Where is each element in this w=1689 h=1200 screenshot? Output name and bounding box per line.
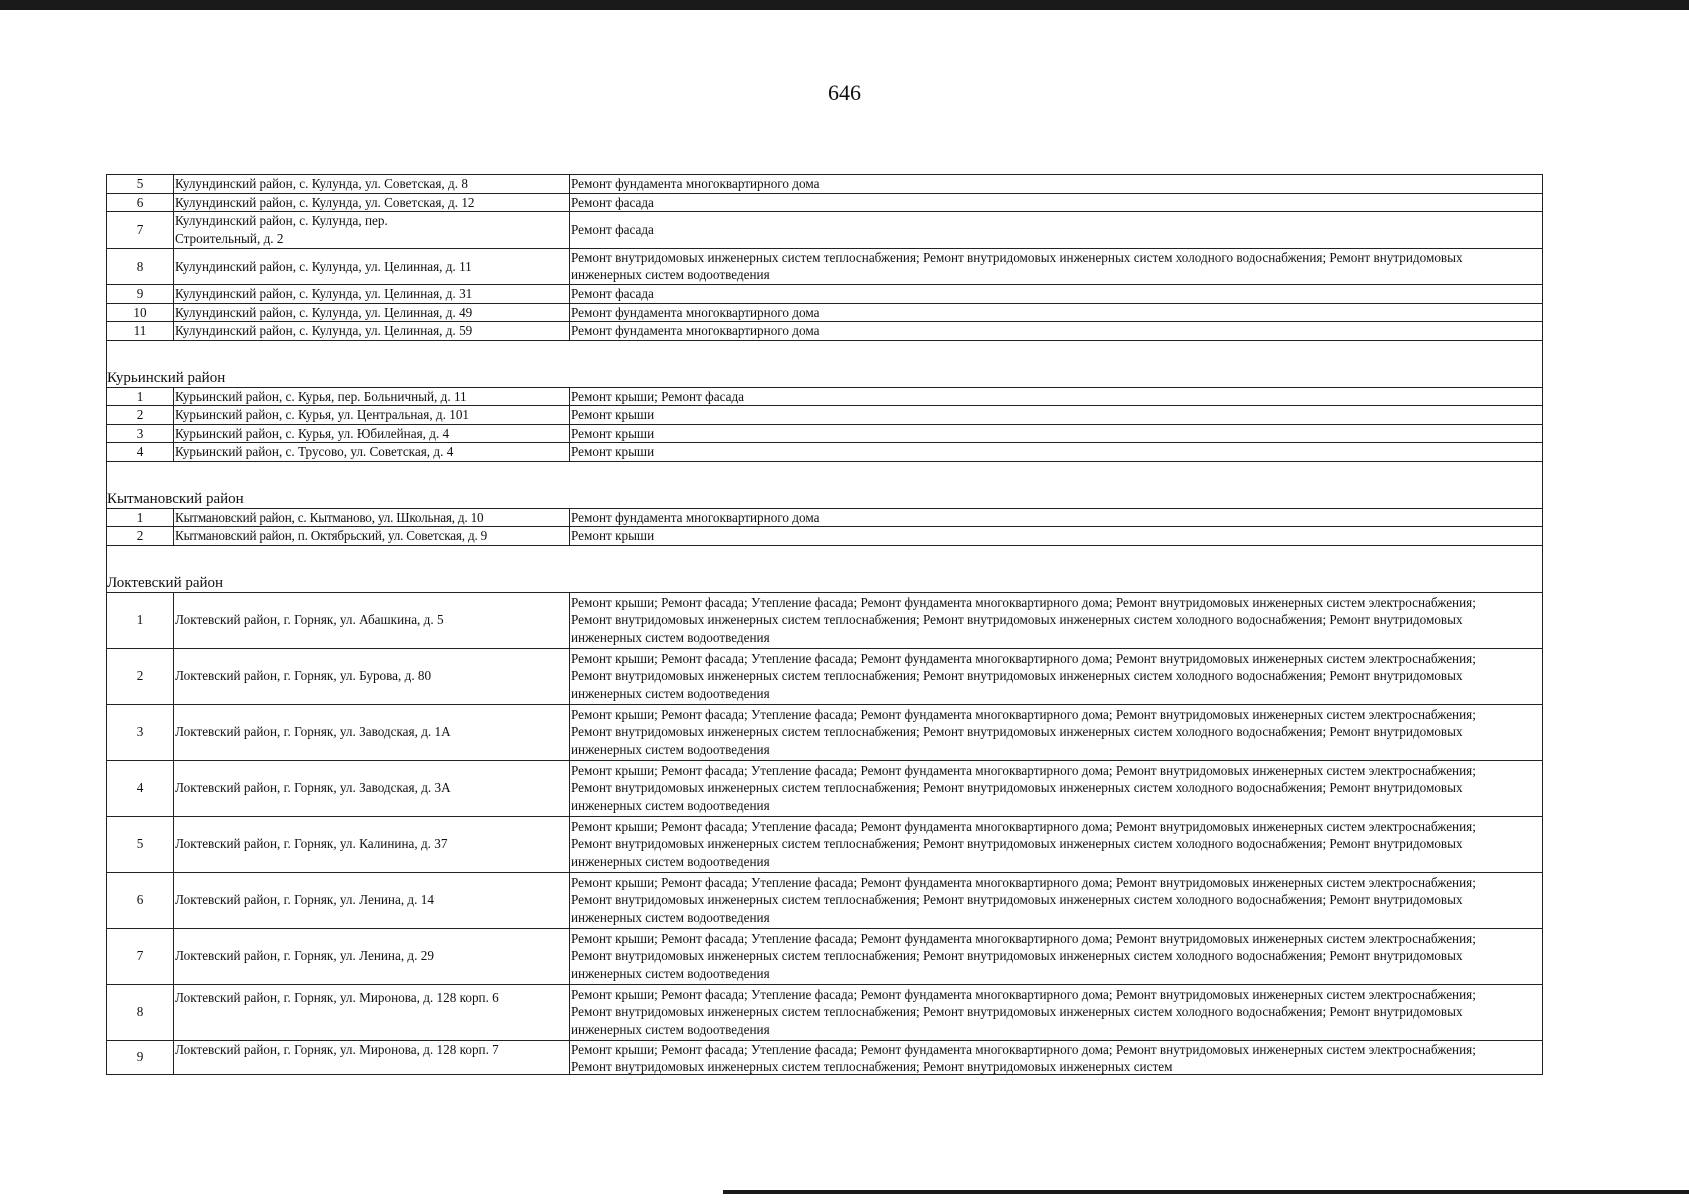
row-address: Кулундинский район, с. Кулунда, ул. Советская, д. 12	[174, 194, 570, 212]
row-works: Ремонт крыши; Ремонт фасада; Утепление фасада; Ремонт фундамента многоквартирного дома; Ремонт внутридомовых инженерных систем электроснабжения; Ремонт внутридомовых инженерных систем теплоснабжения; Ремонт внутридомовых инженерных систем	[571, 1041, 1476, 1074]
row-number: 5	[107, 817, 174, 872]
row-works: Ремонт крыши; Ремонт фасада; Утепление фасада; Ремонт фундамента многоквартирного дома; Ремонт внутридомовых инженерных систем электроснабжения; Ремонт внутридомовых инженерных систем теплоснабжения; Ремонт внутридомовых инженерных систем холодного водоснабжения; Ремонт внутридомовых инженерных систем водоотведения	[571, 930, 1476, 981]
row-number: 8	[107, 985, 174, 1040]
row-address: Локтевский район, г. Горняк, ул. Миронова, д. 128 корп. 6	[174, 985, 570, 1040]
row-address: Локтевский район, г. Горняк, ул. Заводская, д. 1А	[174, 705, 570, 760]
row-number: 2	[107, 527, 174, 545]
row-address: Кулундинский район, с. Кулунда, ул. Советская, д. 8	[174, 175, 570, 193]
scan-top-edge	[0, 0, 1689, 10]
row-address: Локтевский район, г. Горняк, ул. Ленина, д. 14	[174, 873, 570, 928]
page-number: 646	[828, 80, 861, 105]
row-number: 1	[107, 509, 174, 527]
row-address: Локтевский район, г. Горняк, ул. Бурова, д. 80	[174, 649, 570, 704]
row-address: Кытмановский район, п. Октябрьский, ул. Советская, д. 9	[174, 527, 570, 545]
row-number: 6	[107, 194, 174, 212]
row-works: Ремонт крыши; Ремонт фасада	[571, 388, 745, 404]
row-address: Кулундинский район, с. Кулунда, ул. Целинная, д. 31	[174, 285, 570, 303]
table-row	[107, 322, 1542, 341]
row-address: Кулундинский район, с. Кулунда, пер. Строительный, д. 2	[174, 212, 570, 248]
row-works: Ремонт фасада	[571, 222, 654, 237]
table-row	[107, 527, 1542, 546]
row-number: 2	[107, 406, 174, 424]
row-works: Ремонт внутридомовых инженерных систем теплоснабжения; Ремонт внутридомовых инженерных систем холодного водоснабжения; Ремонт внутридомовых инженерных систем водоотведения	[571, 249, 1463, 283]
row-works: Ремонт фундамента многоквартирного дома	[571, 509, 820, 525]
table-row	[107, 649, 1542, 705]
table-row	[107, 1041, 1542, 1074]
row-address: Кулундинский район, с. Кулунда, ул. Целинная, д. 49	[174, 304, 570, 322]
row-number: 4	[107, 443, 174, 461]
table-row	[107, 406, 1542, 425]
section-spacer	[107, 462, 1542, 490]
row-works: Ремонт фасада	[571, 194, 654, 210]
table-row	[107, 929, 1542, 985]
row-works: Ремонт крыши; Ремонт фасада; Утепление фасада; Ремонт фундамента многоквартирного дома; Ремонт внутридомовых инженерных систем электроснабжения; Ремонт внутридомовых инженерных систем теплоснабжения; Ремонт внутридомовых инженерных систем холодного водоснабжения; Ремонт внутридомовых инженерных систем водоотведения	[571, 706, 1476, 757]
table-row	[107, 388, 1542, 407]
row-works: Ремонт крыши	[571, 425, 655, 441]
row-number: 1	[107, 593, 174, 648]
row-number: 3	[107, 705, 174, 760]
row-number: 8	[107, 249, 174, 285]
district-heading-row	[107, 490, 1542, 509]
row-number: 1	[107, 388, 174, 406]
row-works: Ремонт крыши	[571, 407, 655, 422]
row-works: Ремонт крыши; Ремонт фасада; Утепление фасада; Ремонт фундамента многоквартирного дома; Ремонт внутридомовых инженерных систем электроснабжения; Ремонт внутридомовых инженерных систем теплоснабжения; Ремонт внутридомовых инженерных систем холодного водоснабжения; Ремонт внутридомовых инженерных систем водоотведения	[571, 594, 1476, 645]
row-address: Курьинский район, с. Трусово, ул. Советская, д. 4	[174, 443, 570, 461]
row-works: Ремонт крыши; Ремонт фасада; Утепление фасада; Ремонт фундамента многоквартирного дома; Ремонт внутридомовых инженерных систем электроснабжения; Ремонт внутридомовых инженерных систем теплоснабжения; Ремонт внутридомовых инженерных систем холодного водоснабжения; Ремонт внутридомовых инженерных систем водоотведения	[571, 818, 1476, 869]
row-number: 3	[107, 425, 174, 443]
scan-bottom-edge	[723, 1190, 1689, 1194]
row-works: Ремонт крыши; Ремонт фасада; Утепление фасада; Ремонт фундамента многоквартирного дома; Ремонт внутридомовых инженерных систем электроснабжения; Ремонт внутридомовых инженерных систем теплоснабжения; Ремонт внутридомовых инженерных систем холодного водоснабжения; Ремонт внутридомовых инженерных систем водоотведения	[571, 986, 1476, 1037]
row-address: Локтевский район, г. Горняк, ул. Абашкина, д. 5	[174, 593, 570, 648]
row-number: 9	[107, 1041, 174, 1074]
row-number: 9	[107, 285, 174, 303]
row-number: 2	[107, 649, 174, 704]
row-address: Локтевский район, г. Горняк, ул. Ленина, д. 29	[174, 929, 570, 984]
row-number: 11	[107, 322, 174, 340]
section-spacer	[107, 546, 1542, 574]
row-address: Курьинский район, с. Курья, ул. Центральная, д. 101	[174, 406, 570, 424]
row-works: Ремонт крыши	[571, 444, 655, 459]
row-address: Курьинский район, с. Курья, ул. Юбилейная, д. 4	[174, 425, 570, 443]
row-works: Ремонт крыши; Ремонт фасада; Утепление фасада; Ремонт фундамента многоквартирного дома; Ремонт внутридомовых инженерных систем электроснабжения; Ремонт внутридомовых инженерных систем теплоснабжения; Ремонт внутридомовых инженерных систем холодного водоснабжения; Ремонт внутридомовых инженерных систем водоотведения	[571, 650, 1476, 701]
row-number: 5	[107, 175, 174, 193]
table-row	[107, 285, 1542, 304]
row-works: Ремонт крыши; Ремонт фасада; Утепление фасада; Ремонт фундамента многоквартирного дома; Ремонт внутридомовых инженерных систем электроснабжения; Ремонт внутридомовых инженерных систем теплоснабжения; Ремонт внутридомовых инженерных систем холодного водоснабжения; Ремонт внутридомовых инженерных систем водоотведения	[571, 762, 1476, 813]
table-row	[107, 593, 1542, 649]
district-heading: Локтевский район	[107, 574, 224, 591]
table-row	[107, 873, 1542, 929]
table-row	[107, 443, 1542, 462]
row-number: 6	[107, 873, 174, 928]
table-row	[107, 817, 1542, 873]
district-heading-row	[107, 369, 1542, 388]
row-address: Локтевский район, г. Горняк, ул. Калинина, д. 37	[174, 817, 570, 872]
table-row	[107, 985, 1542, 1041]
row-number: 7	[107, 212, 174, 248]
row-address: Кытмановский район, с. Кытманово, ул. Школьная, д. 10	[174, 509, 570, 527]
row-works: Ремонт фундамента многоквартирного дома	[571, 323, 820, 338]
table-row	[107, 509, 1542, 528]
row-number: 4	[107, 761, 174, 816]
row-works: Ремонт фасада	[571, 286, 654, 301]
row-works: Ремонт фундамента многоквартирного дома	[571, 176, 820, 191]
row-address: Кулундинский район, с. Кулунда, ул. Целинная, д. 59	[174, 322, 570, 340]
row-address: Локтевский район, г. Горняк, ул. Миронова, д. 128 корп. 7	[174, 1041, 570, 1074]
table-row	[107, 175, 1542, 194]
table-row	[107, 705, 1542, 761]
table-row	[107, 212, 1542, 249]
row-number: 7	[107, 929, 174, 984]
table-row	[107, 304, 1542, 323]
row-address: Курьинский район, с. Курья, пер. Больничный, д. 11	[174, 388, 570, 406]
table-row	[107, 425, 1542, 444]
district-heading: Кытмановский район	[107, 490, 244, 507]
section-spacer	[107, 341, 1542, 369]
row-address: Кулундинский район, с. Кулунда, ул. Целинная, д. 11	[174, 249, 570, 285]
table-row	[107, 249, 1542, 286]
row-works: Ремонт крыши; Ремонт фасада; Утепление фасада; Ремонт фундамента многоквартирного дома; Ремонт внутридомовых инженерных систем электроснабжения; Ремонт внутридомовых инженерных систем теплоснабжения; Ремонт внутридомовых инженерных систем холодного водоснабжения; Ремонт внутридомовых инженерных систем водоотведения	[571, 874, 1476, 925]
row-works: Ремонт фундамента многоквартирного дома	[571, 304, 820, 320]
row-address: Локтевский район, г. Горняк, ул. Заводская, д. 3А	[174, 761, 570, 816]
district-heading-row	[107, 574, 1542, 593]
table-row	[107, 761, 1542, 817]
row-number: 10	[107, 304, 174, 322]
repair-table	[106, 174, 1543, 1075]
row-works: Ремонт крыши	[571, 528, 655, 543]
district-heading: Курьинский район	[107, 369, 226, 386]
table-row	[107, 194, 1542, 213]
